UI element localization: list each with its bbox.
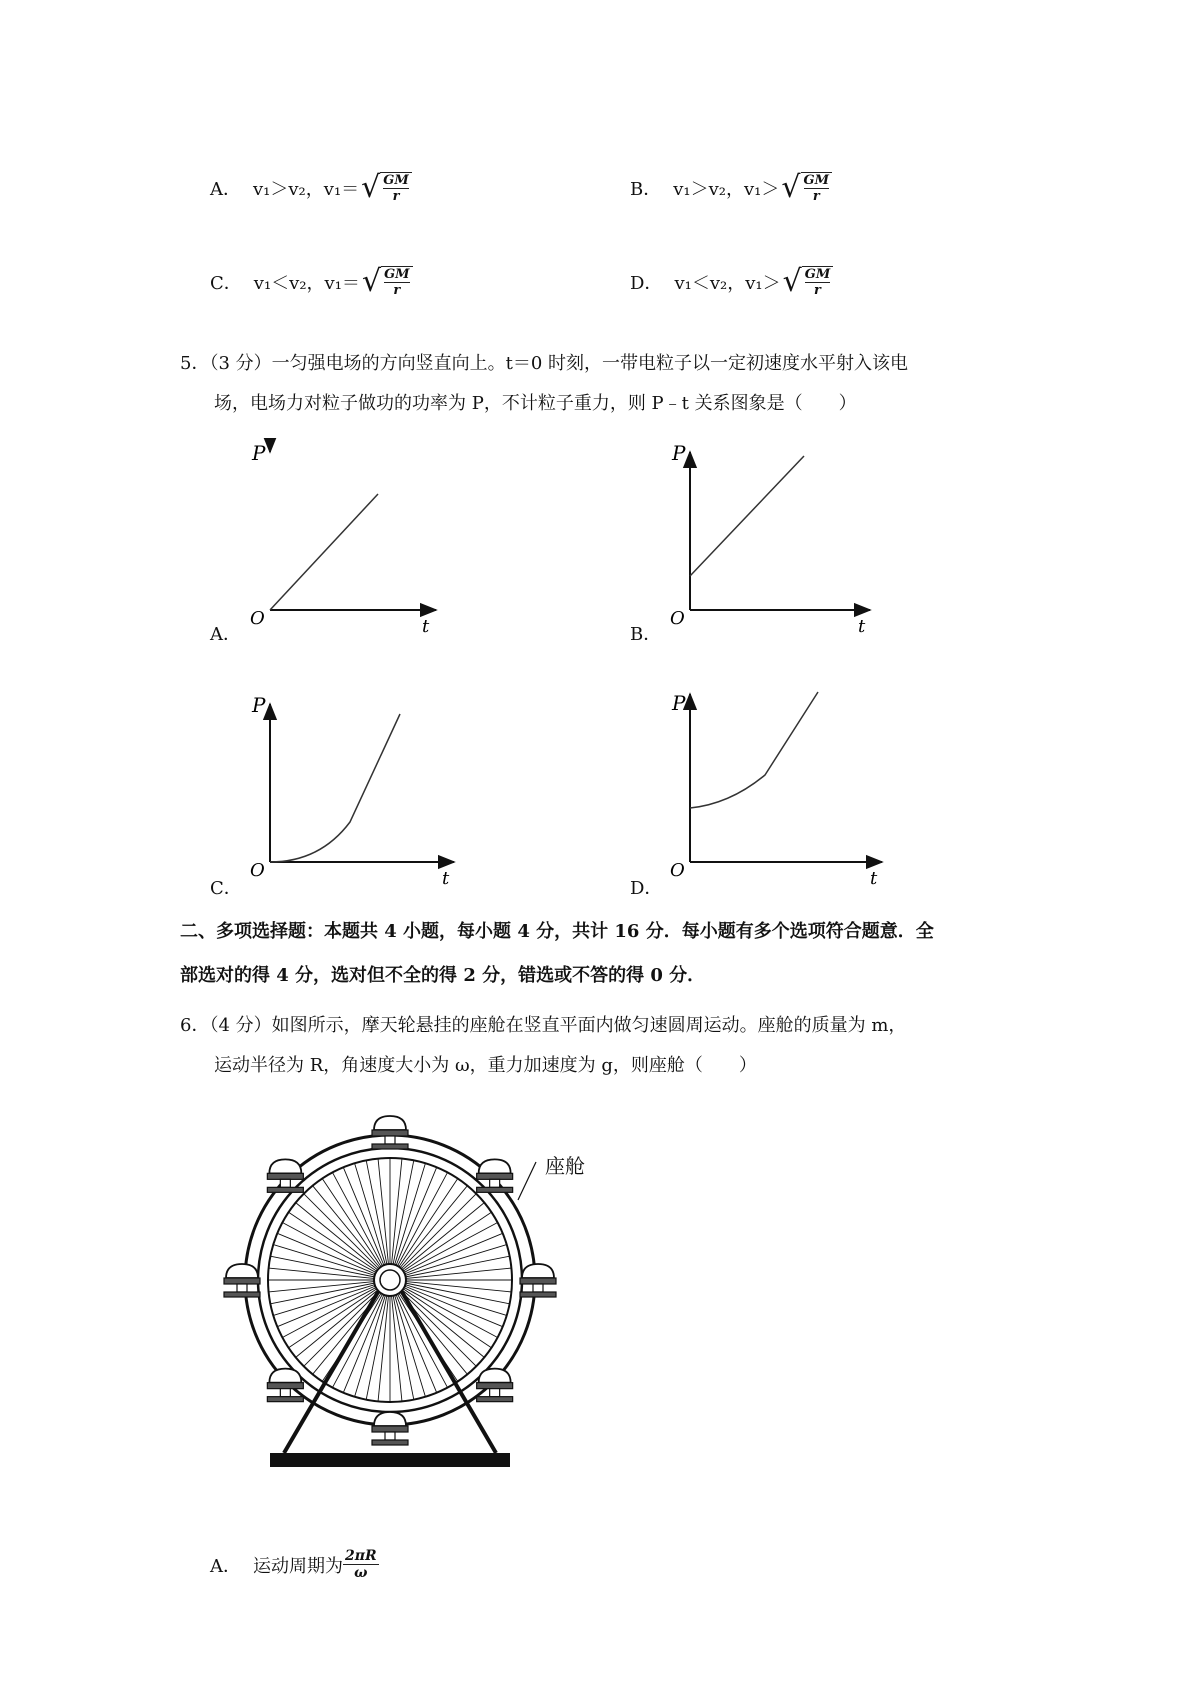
graph-d[interactable] — [620, 680, 890, 890]
sqrt-gm-over-r: √ GM r — [362, 266, 413, 298]
graph-a[interactable] — [200, 438, 440, 638]
axis-label-t: t — [858, 616, 866, 637]
q6-line2: 运动半径为 R，角速度大小为 ω，重力加速度为 g，则座舱（ ） — [214, 1055, 757, 1076]
axis-label-p: P — [252, 441, 266, 465]
option-label: D． — [630, 273, 663, 294]
q6-line1: 6．（4 分）如图所示，摩天轮悬挂的座舱在竖直平面内做匀速圆周运动。座舱的质量为 m， — [180, 1015, 907, 1036]
question-5 — [180, 344, 1040, 424]
cabin — [224, 1264, 260, 1297]
option-text: v₁＜v₂，v₁＞ — [674, 273, 781, 294]
axis-label-t: t — [870, 868, 878, 889]
cabin — [520, 1264, 556, 1297]
p-t-line — [690, 456, 804, 576]
sqrt-gm-over-r: √ GM r — [361, 172, 412, 204]
option-label: C． — [210, 273, 242, 294]
axis-label-p: P — [672, 441, 686, 465]
caption-leader-line — [518, 1162, 536, 1200]
q4-option-d[interactable] — [630, 266, 833, 298]
option-text: v₁＞v₂，v₁＝ — [253, 179, 360, 200]
cabin — [267, 1159, 303, 1192]
graph-b-label: B． — [630, 624, 662, 645]
graph-a-label: A． — [210, 624, 241, 645]
origin-label: O — [670, 608, 685, 629]
sqrt-gm-over-r: √ GM r — [783, 266, 834, 298]
q4-option-a[interactable] — [210, 172, 412, 204]
option-label: A． — [210, 179, 241, 200]
ferris-support-left — [284, 1280, 385, 1453]
q4-option-b[interactable] — [630, 172, 832, 204]
question-6 — [180, 1006, 1040, 1086]
graph-b[interactable] — [620, 438, 880, 638]
p-t-line — [270, 494, 378, 610]
option-label: A． — [210, 1555, 241, 1577]
p-t-curve — [270, 714, 400, 862]
axis-label-p: P — [252, 693, 266, 717]
option-text: v₁＜v₂，v₁＝ — [253, 273, 360, 294]
axis-label-p: P — [672, 691, 686, 715]
axis-label-t: t — [422, 616, 430, 637]
option-label: B． — [630, 179, 662, 200]
section-2-heading — [180, 910, 1060, 998]
graph-c-label: C． — [210, 878, 242, 899]
cabin — [267, 1369, 303, 1402]
graph-d-label: D． — [630, 878, 663, 899]
q6-option-a[interactable] — [210, 1548, 379, 1581]
graph-c[interactable] — [200, 690, 460, 890]
q5-line2: 场，电场力对粒子做功的功率为 P，不计粒子重力，则 P﹣t 关系图象是（ ） — [214, 393, 857, 414]
q5-line1: 5．（3 分）一匀强电场的方向竖直向上。t＝0 时刻，一带电粒子以一定初速度水平射入该电 — [180, 353, 909, 374]
cabin — [372, 1116, 408, 1149]
origin-label: O — [250, 860, 265, 881]
option-text: v₁＞v₂，v₁＞ — [673, 179, 780, 200]
ferris-ground — [270, 1453, 510, 1467]
option-text: 运动周期为 — [253, 1555, 343, 1577]
cabin — [477, 1159, 513, 1192]
p-t-curve — [690, 692, 818, 808]
origin-label: O — [250, 608, 265, 629]
section-2-line2: 部选对的得 4 分，选对但不全的得 2 分，错选或不答的得 0 分． — [180, 965, 706, 986]
cabin — [477, 1369, 513, 1402]
q4-option-c[interactable] — [210, 266, 413, 298]
cabin — [372, 1412, 408, 1445]
axis-label-t: t — [442, 868, 450, 889]
cabin-caption: 座舱 — [545, 1154, 585, 1178]
sqrt-gm-over-r: √ GM r — [781, 172, 832, 204]
ferris-support-right — [395, 1280, 496, 1453]
origin-label: O — [670, 860, 685, 881]
section-2-line1: 二、多项选择题：本题共 4 小题，每小题 4 分，共计 16 分．每小题有多个选项符合题意．全 — [180, 921, 934, 942]
period-fraction: 2πR ω — [345, 1548, 377, 1581]
